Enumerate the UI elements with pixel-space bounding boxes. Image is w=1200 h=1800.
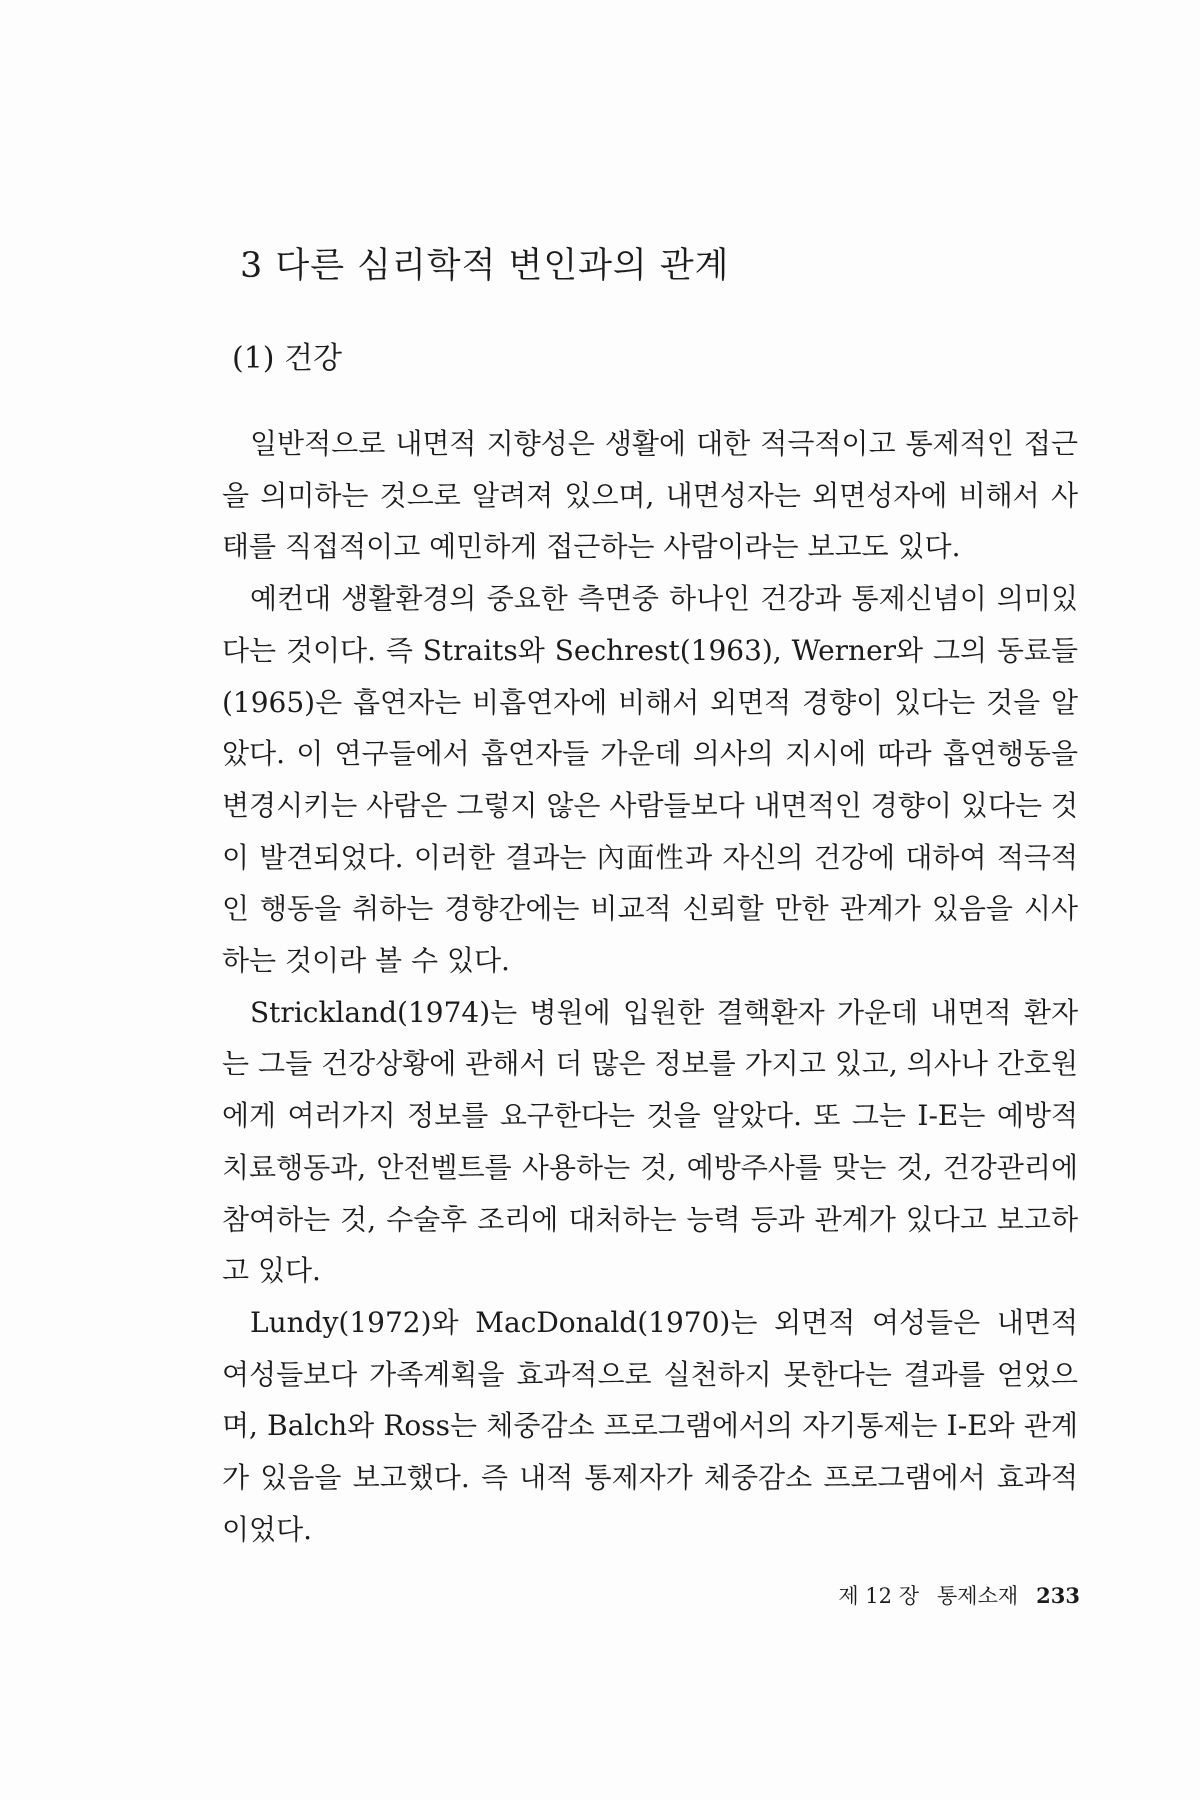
body-text <box>222 418 1078 1555</box>
footer-chapter: 제 12 장 <box>838 1584 919 1608</box>
paragraph-2: 예컨대 생활환경의 중요한 측면중 하나인 건강과 통제신념이 의미있다는 것이다. 즉 Straits와 Sechrest(1963), Werner와 그의 동료들(1965)은 흡연자는 비흡연자에 비해서 외면적 경향이 있다는 것을 알았다. 이 연구들에서 흡연자들 가운데 의사의 지시에 따라 흡연행동을 변경시키는 사람은 그렇지 않은 사람들보다 내면적인 경향이 있다는 것이 발견되었다. 이러한 결과는 內面性과 자신의 건강에 대하여 적극적인 행동을 취하는 경향간에는 비교적 신뢰할 만한 관계가 있음을 시사하는 것이라 볼 수 있다. <box>222 582 1078 978</box>
subsection-heading: (1) 건강 <box>232 341 342 376</box>
section-heading: 3 다른 심리학적 변인과의 관계 <box>240 246 730 286</box>
paragraph-1: 일반적으로 내면적 지향성은 생활에 대한 적극적이고 통제적인 접근을 의미하는 것으로 알려져 있으며, 내면성자는 외면성자에 비해서 사태를 직접적이고 예민하게 접근하는 사람이라는 보고도 있다. <box>222 427 1078 564</box>
paragraph-4: Lundy(1972)와 MacDonald(1970)는 외면적 여성들은 내면적 여성들보다 가족계획을 효과적으로 실천하지 못한다는 결과를 얻었으며, Balch와 Ross는 체중감소 프로그램에서의 자기통제는 I-E와 관계가 있음을 보고했다. 즉 내적 통제자가 체중감소 프로그램에서 효과적이었다. <box>222 1305 1078 1546</box>
footer-chapter-title: 통제소재 <box>937 1584 1019 1608</box>
page-footer <box>780 1580 1080 1610</box>
page-number: 233 <box>1036 1583 1080 1608</box>
paragraph-3: Strickland(1974)는 병원에 입원한 결핵환자 가운데 내면적 환자는 그들 건강상황에 관해서 더 많은 정보를 가지고 있고, 의사나 간호원에게 여러가지 정보를 요구한다는 것을 알았다. 또 그는 I-E는 예방적 치료행동과, 안전벨트를 사용하는 것, 예방주사를 맞는 것, 건강관리에 참여하는 것, 수술후 조리에 대처하는 능력 등과 관계가 있다고 보고하고 있다. <box>222 995 1078 1288</box>
